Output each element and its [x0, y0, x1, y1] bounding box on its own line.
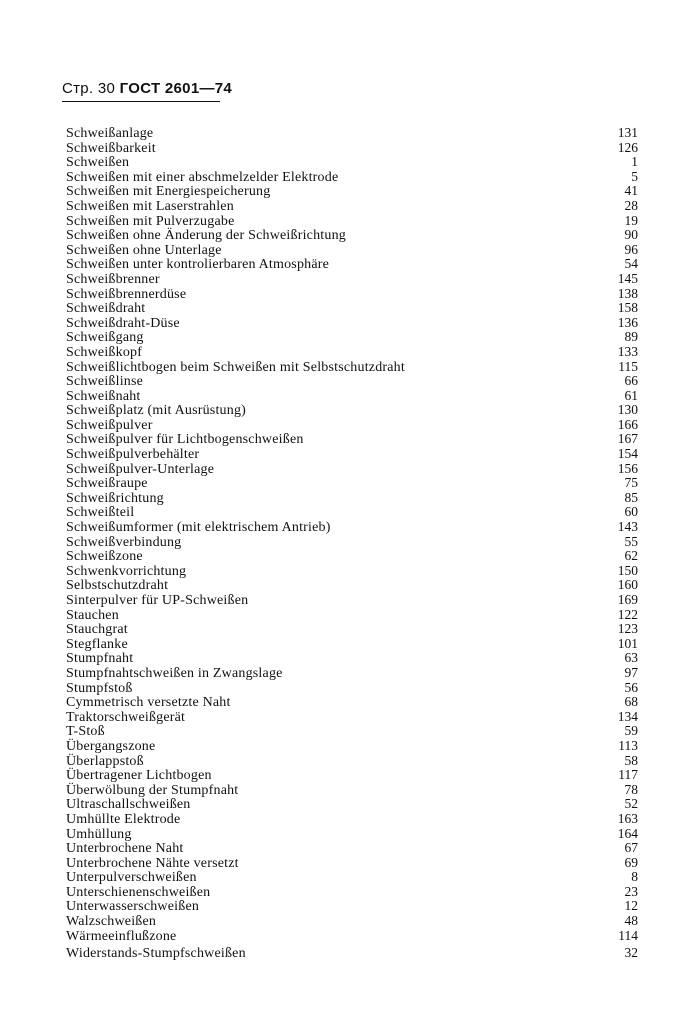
index-term: Überwölbung der Stumpfnaht [66, 782, 239, 798]
index-entry [66, 214, 638, 229]
index-page-number: 154 [617, 446, 638, 462]
index-page-number: 169 [617, 592, 638, 607]
index-entry [66, 316, 638, 331]
index-page-number: 101 [617, 635, 638, 651]
index-term: Unterbrochene Naht [66, 841, 184, 857]
index-entry [66, 622, 638, 637]
index-entry [66, 272, 638, 287]
index-entry [66, 695, 638, 710]
index-term: Schweißen ohne Unterlage [66, 242, 222, 258]
index-entry [66, 476, 638, 491]
index-page-number: 164 [617, 825, 638, 841]
index-page-number: 66 [624, 373, 638, 389]
index-term: Schweißpulver für Lichtbogenschweißen [66, 432, 304, 448]
index-entry [66, 637, 638, 652]
index-page-number: 41 [624, 183, 638, 199]
index-term: Schweißen mit Pulverzugabe [66, 213, 235, 229]
index-entry [66, 578, 638, 593]
index-page-number: 166 [617, 416, 638, 432]
index-entry [66, 797, 638, 812]
index-term: Schweißbarkeit [66, 140, 156, 156]
index-term: Schwenkvorrichtung [66, 563, 187, 579]
index-page-number: 55 [624, 533, 638, 549]
index-page-number: 122 [617, 606, 638, 622]
index-page-number: 163 [617, 810, 638, 826]
index-page-number: 150 [617, 562, 638, 578]
index-term: Sinterpulver für UP-Schweißen [66, 593, 249, 608]
index-entry [66, 710, 638, 725]
index-term: Schweißen mit Energiespeicherung [66, 184, 271, 200]
index-page-number: 96 [624, 241, 638, 257]
index-page-number: 160 [617, 577, 638, 593]
index-entry [66, 374, 638, 389]
index-page-number: 59 [624, 723, 638, 739]
index-page-number: 28 [624, 197, 638, 213]
index-term: Schweißpulverbehälter [66, 447, 200, 463]
index-term: Ultraschallschweißen [66, 797, 191, 813]
index-entry [66, 491, 638, 506]
index-page-number: 131 [617, 125, 638, 140]
index-term: Widerstands-Stumpfschweißen [66, 946, 246, 962]
index-term: Stauchen [66, 607, 119, 623]
index-entry [66, 330, 638, 345]
index-entry [66, 724, 638, 739]
index-term: Schweißdraht [66, 301, 146, 317]
index-entry [66, 564, 638, 579]
index-term: Schweißanlage [66, 126, 154, 141]
index-entry [66, 155, 638, 170]
index-term: Übertragener Lichtbogen [66, 768, 212, 784]
index-entry [66, 199, 638, 214]
index-entry [66, 462, 638, 477]
index-page-number: 143 [617, 519, 638, 535]
index-entry [66, 243, 638, 258]
index-term: Stumpfstoß [66, 680, 133, 696]
index-page-number: 60 [624, 504, 638, 520]
index-entry [66, 812, 638, 827]
index-page-number: 52 [624, 796, 638, 812]
standard-code: ГОСТ 2601—74 [119, 80, 233, 97]
index-term: Schweißen [66, 155, 130, 171]
index-page-number: 145 [617, 270, 638, 286]
index-page-number: 78 [624, 781, 638, 797]
index-term: Unterpulverschweißen [66, 870, 197, 886]
index-page-number: 134 [617, 708, 638, 724]
index-entry [66, 505, 638, 520]
index-entry [66, 126, 638, 141]
index-entry [66, 345, 638, 360]
index-entry [66, 783, 638, 798]
index-page-number: 136 [617, 314, 638, 330]
index-page-number: 113 [618, 737, 638, 753]
index-entry [66, 856, 638, 871]
index-entry [66, 899, 638, 914]
index-page-number: 158 [617, 300, 638, 316]
index-term: Unterschienenschweißen [66, 884, 211, 900]
index-page-number: 89 [624, 329, 638, 345]
index-page-number: 126 [617, 139, 638, 155]
index-page-number: 54 [624, 256, 638, 272]
index-page-number: 8 [631, 869, 638, 885]
index-term: Schweißteil [66, 505, 135, 521]
index-entry [66, 141, 638, 156]
index-term: Schweißzone [66, 549, 143, 565]
index-term: T-Stoß [66, 724, 105, 740]
index-term: Stumpfnaht [66, 651, 134, 667]
index-entry [66, 360, 638, 375]
index-entry [66, 520, 638, 535]
index-term: Stauchgrat [66, 622, 128, 638]
index-page-number: 48 [624, 913, 638, 929]
index-entry [66, 666, 638, 681]
index-term: Schweißen ohne Änderung der Schweißrichtung [66, 228, 346, 244]
index-page-number: 23 [624, 883, 638, 899]
index-entry [66, 768, 638, 783]
index-page-number: 85 [624, 489, 638, 505]
index-entry [66, 914, 638, 929]
index-term: Schweißpulver [66, 417, 153, 433]
page-number: Стр. 30 [62, 80, 116, 97]
index-entry [66, 447, 638, 462]
index-entry [66, 841, 638, 856]
header-rule [62, 101, 220, 102]
index-page-number: 32 [624, 945, 638, 961]
index-entry [66, 535, 638, 550]
index-term: Übergangszone [66, 738, 156, 754]
index-page-number: 12 [624, 898, 638, 914]
index-term: Schweißen mit Laserstrahlen [66, 198, 234, 214]
index-page-number: 123 [617, 621, 638, 637]
index-entry [66, 870, 638, 885]
index-page-number: 115 [618, 358, 638, 374]
index-term: Überlappstoß [66, 753, 144, 769]
index-entry [66, 946, 638, 961]
index-term: Schweißen unter kontrolierbaren Atmosphäre [66, 257, 330, 273]
index-term: Schweißbrenner [66, 271, 160, 287]
index-term: Selbstschutzdraht [66, 578, 169, 594]
index-term: Traktorschweißgerät [66, 709, 186, 725]
index-entry [66, 403, 638, 418]
index-entry [66, 389, 638, 404]
index-page-number: 97 [624, 664, 638, 680]
index-page-number: 69 [624, 854, 638, 870]
index-term: Stegflanke [66, 636, 128, 652]
index-entry [66, 184, 638, 199]
index-term: Schweißrichtung [66, 490, 164, 506]
index-entry [66, 549, 638, 564]
index-page-number: 114 [618, 927, 638, 943]
index-page-number: 63 [624, 650, 638, 666]
index-term: Schweißlichtbogen beim Schweißen mit Selbstschutzdraht [66, 359, 405, 375]
index-page-number: 138 [617, 285, 638, 301]
index-term: Schweißlinse [66, 374, 144, 390]
index-page-number: 130 [617, 402, 638, 418]
index-term: Schweißgang [66, 330, 144, 346]
index-page-number: 19 [624, 212, 638, 228]
index-page-number: 56 [624, 679, 638, 695]
index-page-number: 133 [617, 343, 638, 359]
index-entry [66, 170, 638, 185]
index-entry [66, 681, 638, 696]
index-entry [66, 739, 638, 754]
index-term: Unterwasserschweißen [66, 899, 200, 915]
index-entry [66, 301, 638, 316]
index-term: Schweißdraht-Düse [66, 315, 180, 331]
index-entry [66, 929, 638, 944]
index-page-number: 117 [618, 767, 638, 783]
index-entry [66, 608, 638, 623]
index-term: Schweißverbindung [66, 534, 182, 550]
index-term: Schweißpulver-Unterlage [66, 461, 215, 477]
index-term: Schweißraupe [66, 476, 148, 492]
index-term: Schweißumformer (mit elektrischem Antrieb) [66, 520, 331, 536]
index-page-number: 61 [624, 387, 638, 403]
page-header [62, 80, 232, 97]
index-term: Umhüllte Elektrode [66, 811, 181, 827]
index-term: Cymmetrisch versetzte Naht [66, 695, 231, 711]
index-entry [66, 228, 638, 243]
index-page-number: 167 [617, 431, 638, 447]
index-page-number: 156 [617, 460, 638, 476]
index-page-number: 67 [624, 840, 638, 856]
index-page-number: 1 [631, 154, 638, 170]
index-entry [66, 257, 638, 272]
index-term: Schweißbrennerdüse [66, 286, 187, 302]
index-page-number: 58 [624, 752, 638, 768]
index-page-number: 75 [624, 475, 638, 491]
index-page-number: 5 [631, 168, 638, 184]
index-term: Schweißkopf [66, 344, 143, 360]
index-term: Wärmeeinflußzone [66, 928, 177, 944]
index-term: Unterbrochene Nähte versetzt [66, 855, 239, 871]
index-entry [66, 593, 638, 608]
index-page-number: 62 [624, 548, 638, 564]
index-entry [66, 418, 638, 433]
index-term: Umhüllung [66, 826, 132, 842]
index-term: Walzschweißen [66, 914, 157, 930]
index-page-number: 68 [624, 694, 638, 710]
index-entry [66, 827, 638, 842]
index-term: Stumpfnahtschweißen in Zwangslage [66, 665, 283, 681]
index-term: Schweißen mit einer abschmelzelder Elektrode [66, 169, 339, 185]
index-entry [66, 885, 638, 900]
index-entry [66, 287, 638, 302]
index-page-number: 90 [624, 227, 638, 243]
index-entry [66, 754, 638, 769]
index-term: Schweißplatz (mit Ausrüstung) [66, 403, 247, 419]
index-entry [66, 651, 638, 666]
index-entry [66, 432, 638, 447]
alphabetical-index [66, 126, 638, 961]
index-term: Schweißnaht [66, 388, 141, 404]
